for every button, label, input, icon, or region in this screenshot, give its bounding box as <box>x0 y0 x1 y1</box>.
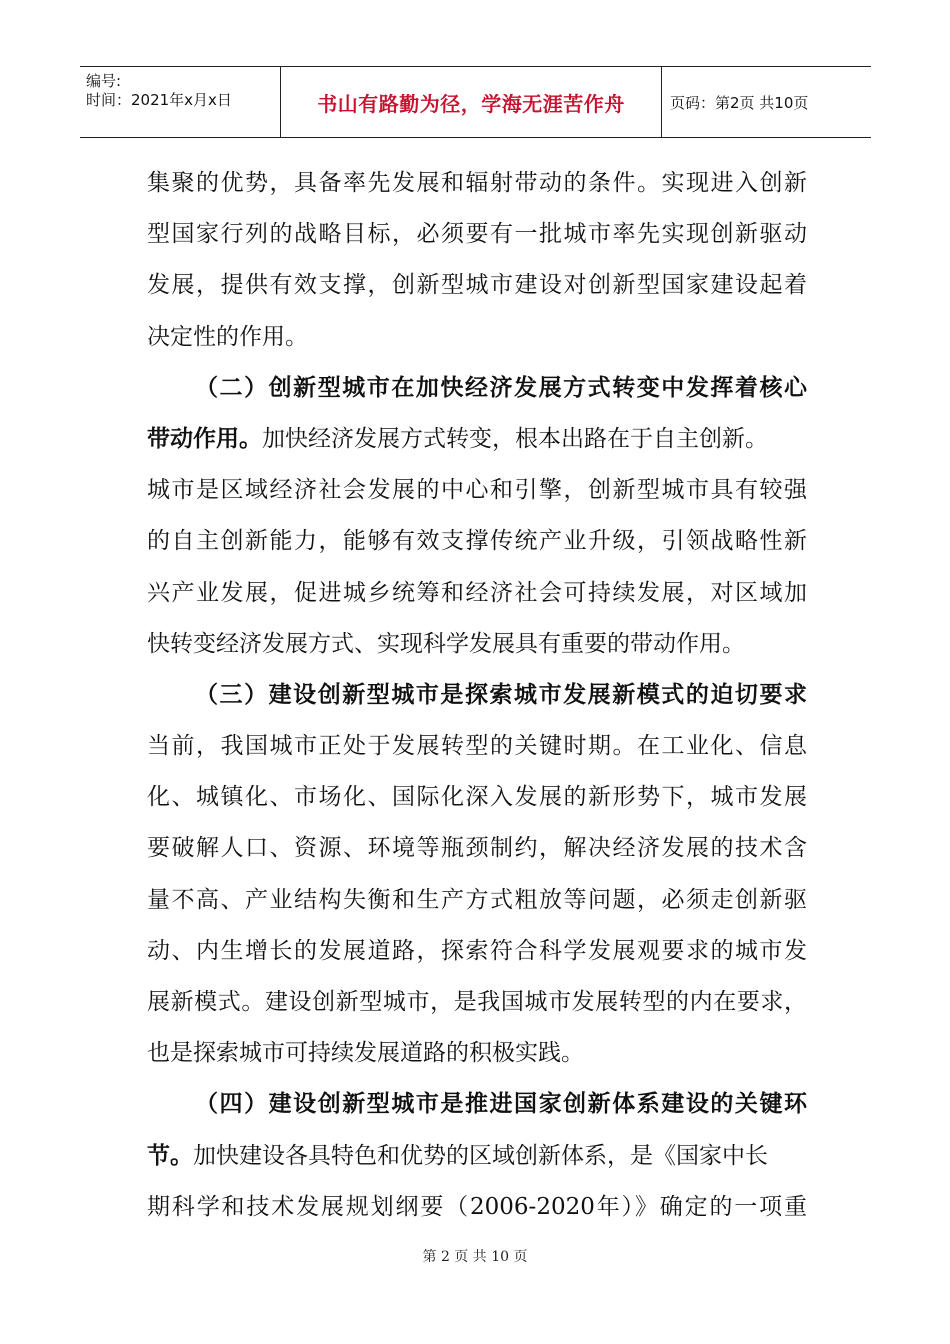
paragraph-line: 兴产业发展，促进城乡统筹和经济社会可持续发展，对区域加 <box>147 579 807 606</box>
paragraph-line: 也是探索城市可持续发展道路的积极实践。 <box>147 1040 584 1067</box>
header-motto-cell <box>281 67 662 137</box>
section-heading-tail: 带动作用。 <box>147 425 262 452</box>
header-meta-cell <box>80 67 281 137</box>
document-header <box>80 66 871 138</box>
paragraph-line: 城市是区域经济社会发展的中心和引擎，创新型城市具有较强 <box>147 477 807 504</box>
paragraph-line <box>147 414 807 465</box>
paragraph-text: 加快建设各具特色和优势的区域创新体系，是《国家中长 <box>193 1142 768 1169</box>
paragraph-line <box>147 1131 807 1182</box>
section-heading: （四）建设创新型城市是推进国家创新体系建设的关键环 <box>195 1091 807 1118</box>
paragraph-line: 集聚的优势，具备率先发展和辐射带动的条件。实现进入创新 <box>147 170 807 196</box>
paragraph-line: 快转变经济发展方式、实现科学发展具有重要的带动作用。 <box>147 630 745 657</box>
paragraph-line: 发展，提供有效支撑，创新型城市建设对创新型国家建设起着 <box>147 272 807 299</box>
header-page-cell <box>662 67 871 137</box>
paragraph-line: 要破解人口、资源、环境等瓶颈制约，解决经济发展的技术含 <box>147 835 807 862</box>
paragraph-line: 型国家行列的战略目标，必须要有一批城市率先实现创新驱动 <box>147 221 807 248</box>
paragraph-line: 期科学和技术发展规划纲要（2006-2020年）》确定的一项重 <box>147 1193 807 1220</box>
paragraph-line: 动、内生增长的发展道路，探索符合科学发展观要求的城市发 <box>147 937 807 964</box>
paragraph-line: 展新模式。建设创新型城市，是我国城市发展转型的内在要求， <box>147 989 807 1015</box>
document-body <box>147 158 807 1233</box>
page-footer: 第 2 页 共 10 页 <box>422 1249 528 1265</box>
paragraph-line: 的自主创新能力，能够有效支撑传统产业升级，引领战略性新 <box>147 528 807 555</box>
section-heading: （二）创新型城市在加快经济发展方式转变中发挥着核心 <box>195 374 807 401</box>
paragraph-line: 量不高、产业结构失衡和生产方式粗放等问题，必须走创新驱 <box>147 886 807 913</box>
paragraph-line: 当前，我国城市正处于发展转型的关键时期。在工业化、信息 <box>147 733 807 760</box>
motto-text: 书山有路勤为径，学海无涯苦作舟 <box>317 91 625 116</box>
serial-number-label: 编号: <box>86 72 122 90</box>
paragraph-line: 决定性的作用。 <box>147 323 308 350</box>
section-heading-tail: 节。 <box>147 1142 193 1169</box>
page-info: 页码：第2页 共10页 <box>670 93 809 112</box>
paragraph-line: 化、城镇化、市场化、国际化深入发展的新形势下，城市发展 <box>147 784 807 811</box>
paragraph-text: 加快经济发展方式转变，根本出路在于自主创新。 <box>262 425 768 452</box>
date-line: 时间：2021年x月x日 <box>86 91 232 109</box>
section-heading: （三）建设创新型城市是探索城市发展新模式的迫切要求 <box>195 681 807 708</box>
